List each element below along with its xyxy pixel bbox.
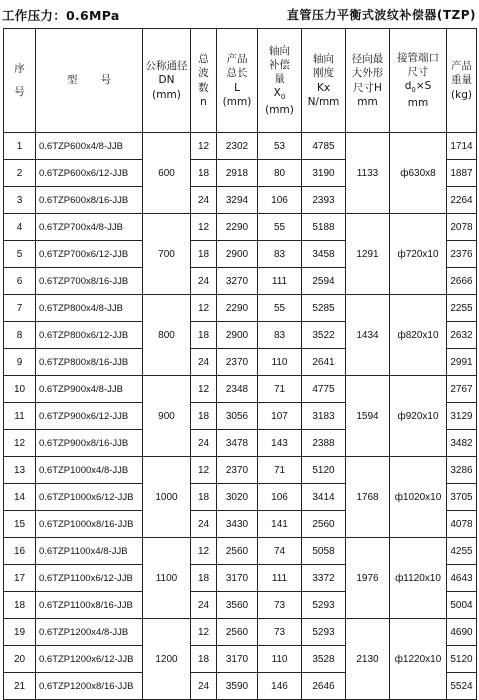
cell-weight: 5120 xyxy=(447,646,477,673)
cell-comp: 143 xyxy=(258,430,302,457)
cell-waves: 12 xyxy=(191,295,217,322)
cell-seq: 9 xyxy=(4,349,36,376)
header-weight-l3: (kg) xyxy=(451,88,472,101)
cell-length: 2290 xyxy=(217,295,258,322)
cell-waves: 18 xyxy=(191,484,217,511)
cell-comp: 73 xyxy=(258,592,302,619)
cell-stiff: 3458 xyxy=(302,241,346,268)
cell-dim: 1133 xyxy=(346,133,390,214)
cell-model: 0.6TZP1200x8/16-JJB xyxy=(36,673,143,700)
cell-length: 3560 xyxy=(217,592,258,619)
cell-length: 3590 xyxy=(217,673,258,700)
cell-dim: 1594 xyxy=(346,376,390,457)
cell-weight: 4690 xyxy=(447,619,477,646)
header-stiff-l2: 刚度 xyxy=(313,67,334,80)
cell-stiff: 5293 xyxy=(302,619,346,646)
cell-seq: 1 xyxy=(4,133,36,160)
cell-waves: 24 xyxy=(191,349,217,376)
header-dn xyxy=(143,29,191,133)
cell-seq: 2 xyxy=(4,160,36,187)
cell-length: 3020 xyxy=(217,484,258,511)
cell-seq: 11 xyxy=(4,403,36,430)
cell-seq: 14 xyxy=(4,484,36,511)
cell-length: 3478 xyxy=(217,430,258,457)
cell-model: 0.6TZP700x4/8-JJB xyxy=(36,214,143,241)
cell-seq: 18 xyxy=(4,592,36,619)
cell-waves: 18 xyxy=(191,646,217,673)
cell-weight: 4078 xyxy=(447,511,477,538)
cell-weight: 2078 xyxy=(447,214,477,241)
cell-port: ф720x10 xyxy=(390,214,447,295)
cell-dn: 1100 xyxy=(143,538,191,619)
cell-stiff: 5120 xyxy=(302,457,346,484)
header-seq-l2: 号 xyxy=(14,85,25,98)
cell-weight: 2632 xyxy=(447,322,477,349)
header-waves-l2: 波 xyxy=(198,67,209,80)
cell-weight: 5004 xyxy=(447,592,477,619)
header-port-d: d xyxy=(404,80,412,93)
cell-comp: 74 xyxy=(258,538,302,565)
cell-weight: 4643 xyxy=(447,565,477,592)
cell-weight: 3286 xyxy=(447,457,477,484)
cell-port: ф1120x10 xyxy=(390,538,447,619)
cell-waves: 18 xyxy=(191,322,217,349)
cell-stiff: 2393 xyxy=(302,187,346,214)
cell-dn: 900 xyxy=(143,376,191,457)
header-model-l2: 号 xyxy=(100,74,112,87)
cell-length: 2900 xyxy=(217,241,258,268)
cell-comp: 111 xyxy=(258,565,302,592)
header-waves xyxy=(191,29,217,133)
header-dim-l2: 大外形 xyxy=(351,67,384,80)
cell-model: 0.6TZP700x6/12-JJB xyxy=(36,241,143,268)
header-weight-l1: 产品 xyxy=(451,60,472,73)
cell-length: 3170 xyxy=(217,646,258,673)
cell-model: 0.6TZP1200x6/12-JJB xyxy=(36,646,143,673)
cell-port: ф1220x10 xyxy=(390,619,447,700)
cell-port: ф920x10 xyxy=(390,376,447,457)
cell-model: 0.6TZP800x6/12-JJB xyxy=(36,322,143,349)
header-dim-l1: 径向最 xyxy=(351,53,384,66)
cell-seq: 16 xyxy=(4,538,36,565)
cell-comp: 83 xyxy=(258,241,302,268)
cell-dim: 1768 xyxy=(346,457,390,538)
header-waves-l3: 数 xyxy=(198,81,209,94)
header-waves-l4: n xyxy=(200,95,207,108)
cell-waves: 12 xyxy=(191,214,217,241)
cell-length: 2370 xyxy=(217,349,258,376)
cell-length: 3270 xyxy=(217,268,258,295)
cell-stiff: 5058 xyxy=(302,538,346,565)
cell-stiff: 3414 xyxy=(302,484,346,511)
cell-stiff: 5293 xyxy=(302,592,346,619)
header-length-l1: 产品 xyxy=(226,53,248,66)
cell-seq: 20 xyxy=(4,646,36,673)
cell-comp: 55 xyxy=(258,214,302,241)
cell-seq: 19 xyxy=(4,619,36,646)
header-comp-sub: 0 xyxy=(280,93,286,102)
cell-length: 2302 xyxy=(217,133,258,160)
page-header xyxy=(0,0,479,28)
cell-seq: 13 xyxy=(4,457,36,484)
cell-comp: 107 xyxy=(258,403,302,430)
header-comp xyxy=(258,29,302,133)
cell-waves: 18 xyxy=(191,160,217,187)
cell-weight: 2264 xyxy=(447,187,477,214)
cell-model: 0.6TZP1200x4/8-JJB xyxy=(36,619,143,646)
cell-seq: 5 xyxy=(4,241,36,268)
cell-dn: 800 xyxy=(143,295,191,376)
header-port xyxy=(390,29,447,133)
cell-model: 0.6TZP1000x6/12-JJB xyxy=(36,484,143,511)
cell-model: 0.6TZP800x4/8-JJB xyxy=(36,295,143,322)
cell-seq: 10 xyxy=(4,376,36,403)
cell-stiff: 3183 xyxy=(302,403,346,430)
cell-stiff: 5188 xyxy=(302,214,346,241)
header-dim-l4: mm xyxy=(357,95,378,108)
header-dn-l3: (mm) xyxy=(152,88,181,101)
cell-weight: 2767 xyxy=(447,376,477,403)
header-comp-symbol xyxy=(258,86,301,103)
cell-waves: 12 xyxy=(191,376,217,403)
table-row xyxy=(4,538,477,565)
header-port-l4: mm xyxy=(407,96,429,109)
cell-waves: 24 xyxy=(191,673,217,700)
cell-stiff: 3372 xyxy=(302,565,346,592)
cell-length: 3294 xyxy=(217,187,258,214)
header-comp-l2: 补偿 xyxy=(269,59,290,72)
header-dim xyxy=(346,29,390,133)
cell-comp: 106 xyxy=(258,187,302,214)
cell-comp: 83 xyxy=(258,322,302,349)
cell-waves: 24 xyxy=(191,511,217,538)
cell-comp: 55 xyxy=(258,295,302,322)
cell-comp: 111 xyxy=(258,268,302,295)
cell-comp: 80 xyxy=(258,160,302,187)
cell-weight: 3482 xyxy=(447,430,477,457)
cell-waves: 12 xyxy=(191,457,217,484)
cell-weight: 2666 xyxy=(447,268,477,295)
cell-stiff: 2594 xyxy=(302,268,346,295)
spec-table xyxy=(3,28,477,700)
cell-model: 0.6TZP600x8/16-JJB xyxy=(36,187,143,214)
cell-stiff: 3190 xyxy=(302,160,346,187)
cell-seq: 7 xyxy=(4,295,36,322)
cell-weight: 2255 xyxy=(447,295,477,322)
header-port-symbol xyxy=(390,79,446,96)
cell-dim: 2130 xyxy=(346,619,390,700)
cell-comp: 73 xyxy=(258,619,302,646)
cell-waves: 24 xyxy=(191,430,217,457)
cell-seq: 6 xyxy=(4,268,36,295)
table-row xyxy=(4,619,477,646)
header-stiff-l4: N/mm xyxy=(307,95,340,108)
header-comp-l3: 量 xyxy=(274,73,285,86)
cell-waves: 24 xyxy=(191,268,217,295)
header-weight-l2: 重量 xyxy=(451,74,472,87)
spec-table-body xyxy=(4,133,477,700)
table-row xyxy=(4,214,477,241)
header-waves-l1: 总 xyxy=(198,53,209,66)
cell-stiff: 4775 xyxy=(302,376,346,403)
cell-waves: 18 xyxy=(191,403,217,430)
header-length-l2: 总长 xyxy=(226,67,248,80)
cell-model: 0.6TZP1000x4/8-JJB xyxy=(36,457,143,484)
cell-seq: 3 xyxy=(4,187,36,214)
header-port-s: ×S xyxy=(415,80,432,93)
header-stiff xyxy=(302,29,346,133)
cell-length: 3430 xyxy=(217,511,258,538)
cell-weight: 2991 xyxy=(447,349,477,376)
header-dn-l2: DN xyxy=(158,74,175,87)
cell-length: 2348 xyxy=(217,376,258,403)
cell-stiff: 3528 xyxy=(302,646,346,673)
cell-port: ф630x8 xyxy=(390,133,447,214)
cell-dn: 1000 xyxy=(143,457,191,538)
cell-length: 2560 xyxy=(217,619,258,646)
cell-dim: 1434 xyxy=(346,295,390,376)
cell-comp: 53 xyxy=(258,133,302,160)
cell-waves: 18 xyxy=(191,565,217,592)
cell-dim: 1976 xyxy=(346,538,390,619)
cell-port: ф820x10 xyxy=(390,295,447,376)
header-seq xyxy=(4,29,36,133)
cell-model: 0.6TZP1100x4/8-JJB xyxy=(36,538,143,565)
header-comp-l5: (mm) xyxy=(265,103,294,116)
cell-length: 2290 xyxy=(217,214,258,241)
cell-stiff: 5285 xyxy=(302,295,346,322)
cell-length: 3056 xyxy=(217,403,258,430)
header-dn-l1: 公称通径 xyxy=(145,60,188,73)
cell-waves: 12 xyxy=(191,619,217,646)
header-comp-x: X xyxy=(273,87,281,100)
cell-waves: 12 xyxy=(191,133,217,160)
cell-model: 0.6TZP1000x8/16-JJB xyxy=(36,511,143,538)
cell-weight: 1887 xyxy=(447,160,477,187)
cell-model: 0.6TZP1100x6/12-JJB xyxy=(36,565,143,592)
cell-dn: 600 xyxy=(143,133,191,214)
cell-seq: 12 xyxy=(4,430,36,457)
cell-model: 0.6TZP700x8/16-JJB xyxy=(36,268,143,295)
cell-dim: 1291 xyxy=(346,214,390,295)
cell-dn: 1200 xyxy=(143,619,191,700)
header-seq-l1: 序 xyxy=(14,63,25,76)
cell-comp: 110 xyxy=(258,349,302,376)
header-port-sub: 0 xyxy=(411,86,416,95)
cell-model: 0.6TZP600x4/8-JJB xyxy=(36,133,143,160)
header-port-l1: 接管端口 xyxy=(397,51,439,64)
table-row xyxy=(4,295,477,322)
cell-weight: 1714 xyxy=(447,133,477,160)
header-stiff-l1: 轴向 xyxy=(313,53,334,66)
cell-seq: 15 xyxy=(4,511,36,538)
cell-model: 0.6TZP900x4/8-JJB xyxy=(36,376,143,403)
cell-model: 0.6TZP900x6/12-JJB xyxy=(36,403,143,430)
cell-length: 2560 xyxy=(217,538,258,565)
cell-stiff: 2646 xyxy=(302,673,346,700)
cell-weight: 5524 xyxy=(447,673,477,700)
header-port-l2: 尺寸 xyxy=(407,66,429,79)
header-model xyxy=(36,29,143,133)
cell-comp: 146 xyxy=(258,673,302,700)
cell-waves: 24 xyxy=(191,592,217,619)
cell-model: 0.6TZP800x8/16-JJB xyxy=(36,349,143,376)
cell-seq: 21 xyxy=(4,673,36,700)
cell-length: 3170 xyxy=(217,565,258,592)
cell-length: 2370 xyxy=(217,457,258,484)
cell-stiff: 2388 xyxy=(302,430,346,457)
working-pressure-title: 工作压力：0.6MPa xyxy=(2,8,120,23)
cell-comp: 110 xyxy=(258,646,302,673)
table-row xyxy=(4,133,477,160)
cell-dn: 700 xyxy=(143,214,191,295)
cell-length: 2918 xyxy=(217,160,258,187)
table-row xyxy=(4,457,477,484)
cell-model: 0.6TZP1100x8/16-JJB xyxy=(36,592,143,619)
cell-waves: 18 xyxy=(191,241,217,268)
cell-stiff: 2560 xyxy=(302,511,346,538)
header-stiff-l3: Kx xyxy=(316,81,331,94)
cell-seq: 8 xyxy=(4,322,36,349)
header-comp-l1: 轴向 xyxy=(269,44,290,57)
cell-weight: 3705 xyxy=(447,484,477,511)
cell-comp: 141 xyxy=(258,511,302,538)
cell-stiff: 3522 xyxy=(302,322,346,349)
cell-comp: 71 xyxy=(258,376,302,403)
cell-comp: 71 xyxy=(258,457,302,484)
header-length xyxy=(217,29,258,133)
header-row xyxy=(4,29,477,133)
cell-weight: 2376 xyxy=(447,241,477,268)
cell-length: 2900 xyxy=(217,322,258,349)
product-title: 直管压力平衡式波纹补偿器(TZP) xyxy=(286,8,476,22)
cell-comp: 106 xyxy=(258,484,302,511)
header-length-l4: (mm) xyxy=(222,95,252,108)
cell-stiff: 4785 xyxy=(302,133,346,160)
cell-model: 0.6TZP600x6/12-JJB xyxy=(36,160,143,187)
cell-weight: 3129 xyxy=(447,403,477,430)
table-row xyxy=(4,376,477,403)
header-model-l1: 型 xyxy=(66,74,78,87)
cell-model: 0.6TZP900x8/16-JJB xyxy=(36,430,143,457)
cell-port: ф1020x10 xyxy=(390,457,447,538)
cell-stiff: 2641 xyxy=(302,349,346,376)
cell-waves: 24 xyxy=(191,187,217,214)
cell-seq: 17 xyxy=(4,565,36,592)
header-weight xyxy=(447,29,477,133)
cell-seq: 4 xyxy=(4,214,36,241)
cell-weight: 4255 xyxy=(447,538,477,565)
header-dim-l3: 尺寸H xyxy=(353,81,382,94)
header-length-l3: L xyxy=(234,81,240,94)
cell-waves: 12 xyxy=(191,538,217,565)
